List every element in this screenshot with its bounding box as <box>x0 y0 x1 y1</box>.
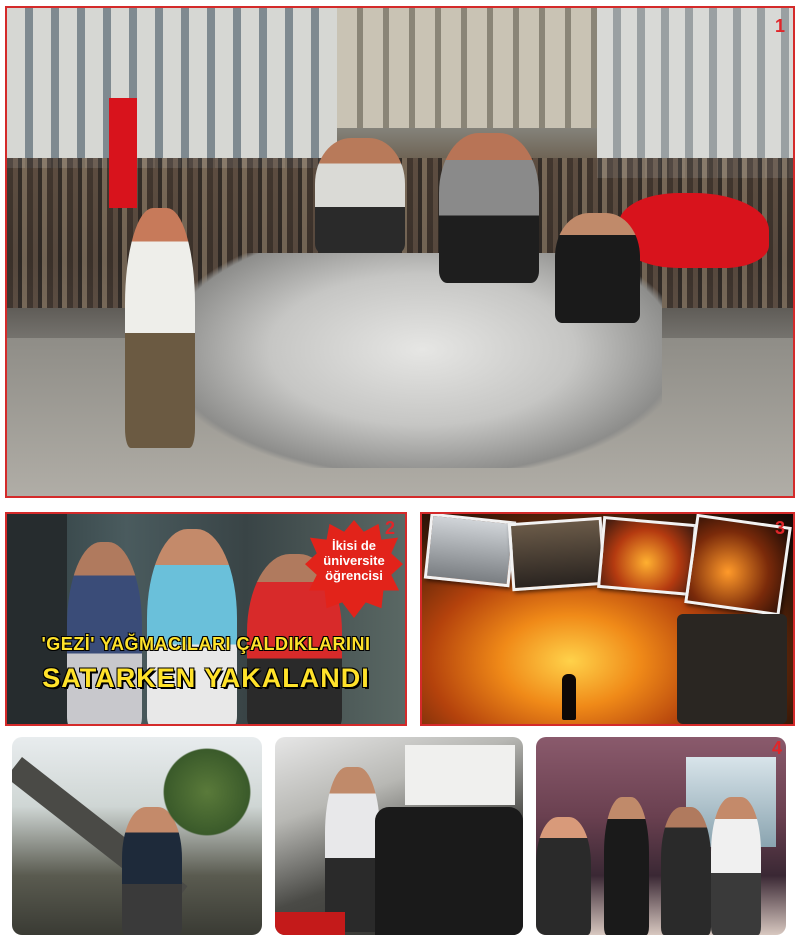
fire-riot-photo <box>420 512 795 726</box>
building-center <box>337 8 597 128</box>
seated-protester <box>315 138 405 253</box>
panel-number: 2 <box>385 518 396 538</box>
vandalized-car-photo <box>275 737 523 935</box>
building-right <box>597 8 795 178</box>
doorway <box>7 514 67 726</box>
rioter-3 <box>661 807 711 935</box>
rioter-1 <box>536 817 591 935</box>
burst-line-3: öğrencisi <box>325 568 383 583</box>
burst-line-2: üniversite <box>323 553 385 568</box>
masked-protester <box>555 213 640 323</box>
inset-photo-2 <box>508 517 607 591</box>
red-flag <box>275 912 345 935</box>
graffiti-wall <box>405 745 515 805</box>
headline-top: 'GEZİ' YAĞMACILARI ÇALDIKLARINI <box>41 634 371 654</box>
rioter-with-bat <box>325 767 380 932</box>
inset-photo-3 <box>597 516 697 596</box>
tree <box>152 747 262 837</box>
protest-main-photo <box>5 6 795 498</box>
rioter-4 <box>711 797 761 935</box>
panel-number: 1 <box>774 16 785 36</box>
smashed-car <box>375 807 523 935</box>
starburst-text <box>305 538 403 583</box>
silhouette-person <box>562 674 576 720</box>
inset-photo-1 <box>424 513 516 588</box>
standing-protester <box>125 208 195 448</box>
burst-line-1: İkisi de <box>331 538 377 553</box>
burning-truck <box>677 614 787 724</box>
atm-vandalism-photo <box>536 737 786 935</box>
suspect <box>147 529 237 726</box>
rioter-2 <box>604 797 649 935</box>
protester-on-car <box>439 133 539 283</box>
panel-number: 4 <box>772 738 783 758</box>
panel-number: 3 <box>774 518 785 538</box>
pole-thrower-photo <box>12 737 262 935</box>
headline-bottom: SATARKEN YAKALANDI <box>42 663 370 693</box>
building-left <box>7 8 337 168</box>
red-banner <box>109 98 137 208</box>
